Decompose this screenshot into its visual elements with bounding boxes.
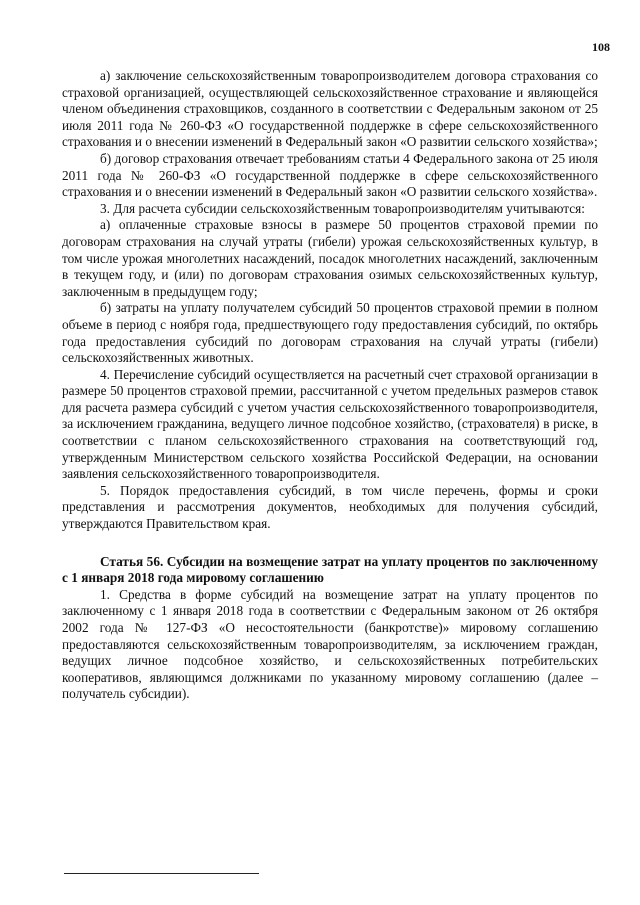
paragraph-subitem-a-paid-premiums: а) оплаченные страховые взносы в размере 50 процентов страховой премии по договорам страхования на случай утраты (гибели) урожая сельскохозяйственных культур, в том числе урожая многолетних насаждений, посадок многолетних насаждений, заключенным в текущем году, и (или) по договорам страхования озимых сельскохозяйственных культур, заключенным в предыдущем году; — [62, 217, 598, 299]
document-body — [62, 68, 598, 703]
article-56-title: Статья 56. Субсидии на возмещение затрат на уплату процентов по заключенному с 1 января 2018 года мировому соглашению — [62, 553, 598, 586]
paragraph-item-3-subsidy-calculation: 3. Для расчета субсидии сельскохозяйственным товаропроизводителям учитываются: — [100, 200, 585, 216]
article-56-paragraph-1: 1. Средства в форме субсидий на возмещение затрат на уплату процентов по заключенному с 1 января 2018 года в соответствии с Федеральным законом от 26 октября 2002 года № 127-ФЗ «О несостоятельности (банкротстве)» мировому соглашению предоставляются сельскохозяйственным товаропроизводителям, за исключением граждан, ведущих личное подсобное хозяйство, и сельскохозяйственных потребительских кооперативов, являющимся должниками по указанному мировому соглашению (далее – получатель субсидии). — [62, 586, 598, 702]
paragraph-subitem-b-contract-requirements: б) договор страхования отвечает требованиям статьи 4 Федерального закона от 25 июля 2011 года № 260-ФЗ «О государственной поддержке в сфере сельскохозяйственного страхования и о внесении изменений в Федеральный закон «О развитии сельского хозяйства». — [62, 150, 598, 200]
paragraph-subitem-a-insurance-contract: а) заключение сельскохозяйственным товаропроизводителем договора страхования со страховой организацией, осуществляющей сельскохозяйственное страхование и являющейся членом объединения страховщиков, созданного в соответствии с Федеральным законом от 25 июля 2011 года № 260-ФЗ «О государственной поддержке в сфере сельскохозяйственного страхования и о внесении изменений в Федеральный закон «О развитии сельского хозяйства»; — [62, 68, 598, 150]
page-number: 108 — [592, 40, 610, 54]
paragraph-item-4-transfer: 4. Перечисление субсидий осуществляется на расчетный счет страховой организации в размере 50 процентов страховой премии, рассчитанной с учетом предельных размеров ставок для расчета размера субсидий с учетом участия сельскохозяйственного товаропроизводителя, за исключением гражданина, ведущего личное подсобное хозяйство, (страхователя) в риске, в соответствии с планом сельскохозяйственного страхования на соответствующий год, утвержденным Министерством сельского хозяйства Российской Федерации, на основании заявления сельскохозяйственного товаропроизводителя. — [62, 366, 598, 482]
footer-divider — [64, 873, 259, 874]
paragraph-subitem-b-livestock-costs: б) затраты на уплату получателем субсидий 50 процентов страховой премии в полном объеме в период с ноября года, предшествующего году предоставления субсидий, по октябрь года предоставления субсидий по договорам страхования на случай утраты (гибели) сельскохозяйственных животных. — [62, 300, 598, 366]
paragraph-item-5-procedure: 5. Порядок предоставления субсидий, в том числе перечень, формы и сроки представления и рассмотрения документов, необходимых для получения субсидий, утверждаются Правительством края. — [62, 482, 598, 532]
